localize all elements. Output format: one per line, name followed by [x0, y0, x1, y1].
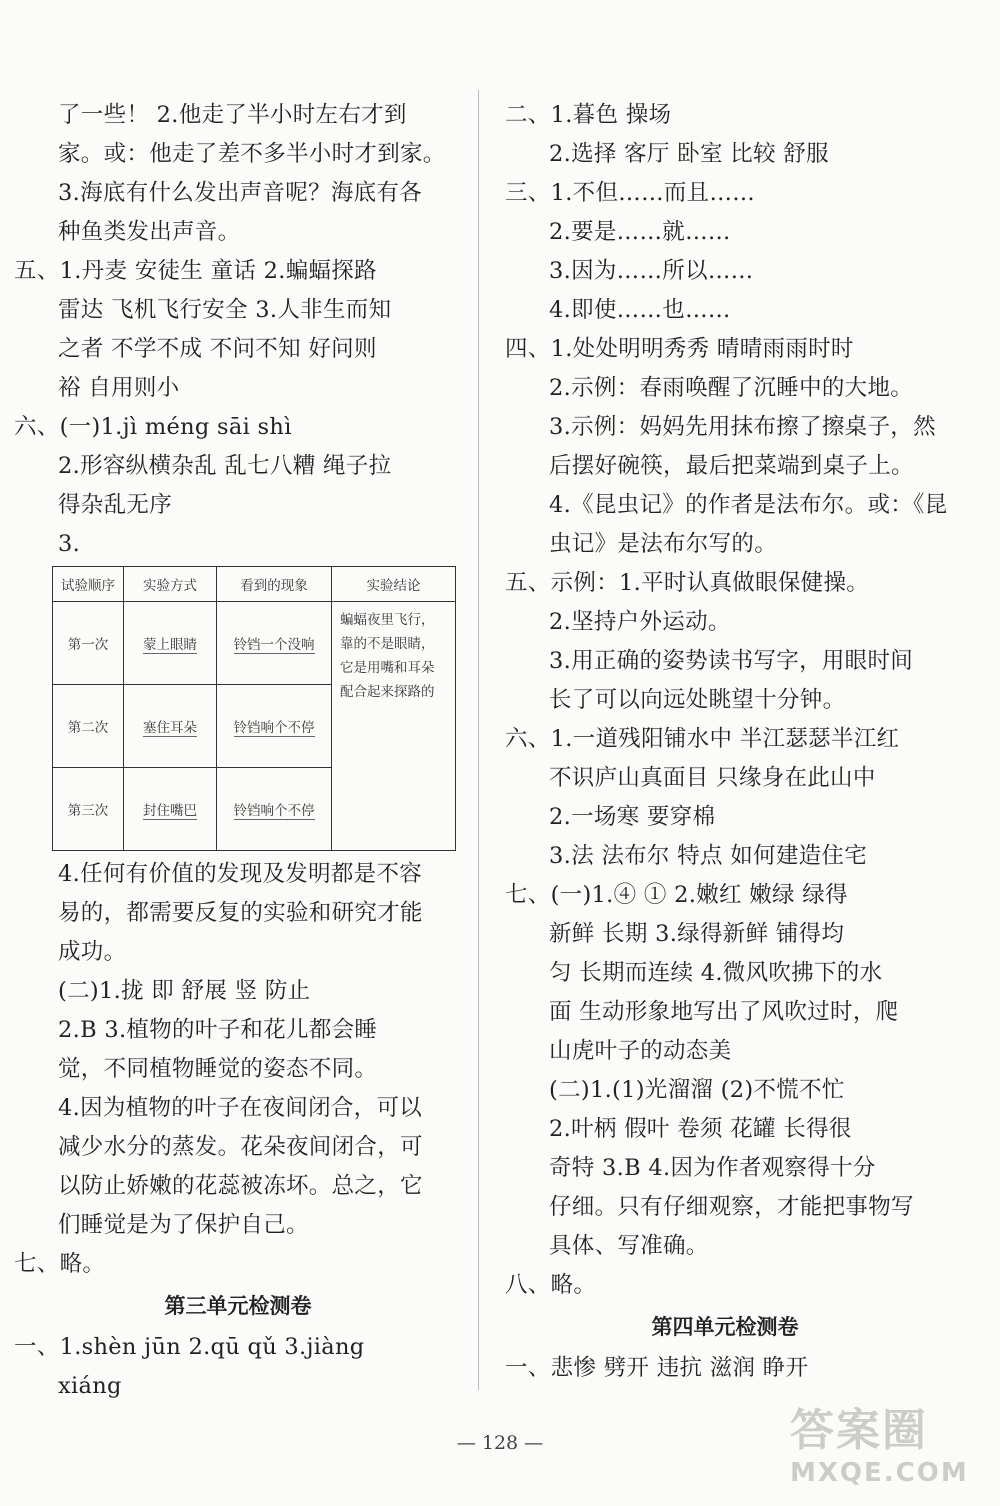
- answer-line: 不识庐山真面目 只缘身在此山中: [549, 765, 876, 791]
- right-column: [505, 96, 948, 1388]
- answer-line: 后摆好碗筷，最后把菜端到桌子上。: [549, 453, 914, 479]
- answer-line: (二)1.拢 即 舒展 竖 防止: [58, 978, 311, 1004]
- answer-line: 之者 不学不成 不问不知 好问则: [58, 336, 377, 362]
- table-cell-text: 铃铛响个不停: [233, 720, 315, 736]
- answer-line: 2.坚持户外运动。: [549, 609, 731, 635]
- answer-line: 3.用正确的姿势读书写字，用眼时间: [549, 648, 914, 674]
- answer-line: xiáng: [58, 1373, 122, 1399]
- table-header: 实验结论: [332, 567, 456, 602]
- answer-line: 3.: [58, 531, 81, 557]
- answer-line: 一、1.shèn jūn 2.qū qǔ 3.jiàng: [14, 1334, 365, 1360]
- left-column: [14, 96, 462, 1406]
- watermark-text: 答案圈: [790, 1405, 928, 1456]
- answer-line: 虫记》是法布尔写的。: [549, 531, 778, 557]
- table-header: 试验顺序: [53, 567, 124, 602]
- table-cell: [217, 768, 332, 851]
- answer-line: 4.《昆虫记》的作者是法布尔。或：《昆: [549, 492, 948, 518]
- answer-line: 八、略。: [505, 1272, 597, 1298]
- section-title-unit4: 第四单元检测卷: [651, 1314, 799, 1339]
- answer-line: 成功。: [58, 939, 127, 965]
- watermark-url: MXQE.COM: [790, 1458, 969, 1488]
- answer-line: 家。或：他走了差不多半小时才到家。: [58, 141, 446, 167]
- answer-line: (二)1.(1)光溜溜 (2)不慌不忙: [549, 1077, 845, 1103]
- answer-line: 五、1.丹麦 安徒生 童话 2.蝙蝠探路: [14, 258, 377, 284]
- answer-line: 2.示例：春雨唤醒了沉睡中的大地。: [549, 375, 914, 401]
- right-answer-block-1: [505, 96, 948, 1305]
- answer-line: 新鲜 长期 3.绿得新鲜 铺得均: [549, 921, 845, 947]
- answer-line: 一、悲惨 劈开 违抗 滋润 睁开: [505, 1355, 809, 1381]
- answer-line: 们睡觉是为了保护自己。: [58, 1212, 309, 1238]
- answer-line: 2.B 3.植物的叶子和花儿都会睡: [58, 1017, 378, 1043]
- answer-line: 2.一场寒 要穿棉: [549, 804, 716, 830]
- table-cell-text: 铃铛响个不停: [233, 803, 315, 819]
- answer-line: 3.示例：妈妈先用抹布擦了擦桌子，然: [549, 414, 936, 440]
- column-divider: [478, 90, 479, 1390]
- answer-line: 六、(一)1.jì méng sāi shì: [14, 414, 292, 440]
- answer-line: 雷达 飞机飞行安全 3.人非生而知: [58, 297, 392, 323]
- answer-line: 减少水分的蒸发。花朵夜间闭合，可: [58, 1134, 423, 1160]
- table-conclusion: 蝙蝠夜里飞行，靠的不是眼睛，它是用嘴和耳朵配合起来探路的: [332, 602, 456, 851]
- left-answer-block-1: [14, 96, 462, 564]
- answer-line: 4.即使……也……: [549, 297, 731, 323]
- table-cell-text: 铃铛一个没响: [233, 637, 315, 653]
- answer-line: 2.选择 客厅 卧室 比较 舒服: [549, 141, 829, 167]
- table-cell: [124, 768, 217, 851]
- table-row: [53, 602, 456, 685]
- answer-line: 觉，不同植物睡觉的姿态不同。: [58, 1056, 378, 1082]
- answer-line: 六、1.一道残阳铺水中 半江瑟瑟半江红: [505, 726, 900, 752]
- table-cell: 第三次: [53, 768, 124, 851]
- left-answer-block-2: [14, 855, 462, 1284]
- table-cell: [217, 602, 332, 685]
- table-cell-text: 蒙上眼睛: [143, 637, 197, 653]
- answer-line: 长了可以向远处眺望十分钟。: [549, 687, 846, 713]
- answer-line: 五、示例：1.平时认真做眼保健操。: [505, 570, 870, 596]
- answer-line: 匀 长期而连续 4.微风吹拂下的水: [549, 960, 883, 986]
- experiment-table-wrap: [52, 566, 462, 851]
- answer-line: 3.海底有什么发出声音呢？海底有各: [58, 180, 423, 206]
- answer-line: 2.叶柄 假叶 卷须 花罐 长得很: [549, 1116, 852, 1142]
- answer-line: 仔细。只有仔细观察，才能把事物写: [549, 1194, 914, 1220]
- answer-line: 山虎叶子的动态美: [549, 1038, 732, 1064]
- answer-line: 七、(一)1.④ ① 2.嫩红 嫩绿 绿得: [505, 882, 848, 908]
- answer-line: 具体、写准确。: [549, 1233, 709, 1259]
- answer-line: 奇特 3.B 4.因为作者观察得十分: [549, 1155, 876, 1181]
- watermark-logo: [790, 1394, 986, 1494]
- answer-line: 3.因为……所以……: [549, 258, 754, 284]
- answer-line: 面 生动形象地写出了风吹过时，爬: [549, 999, 899, 1025]
- page-number: — 128 —: [456, 1432, 544, 1454]
- table-header-row: [53, 567, 456, 602]
- table-cell: [217, 685, 332, 768]
- table-header: 看到的现象: [217, 567, 332, 602]
- table-cell-text: 塞住耳朵: [143, 720, 197, 736]
- table-cell: [124, 602, 217, 685]
- answer-line: 七、略。: [14, 1251, 106, 1277]
- left-answer-block-3: [14, 1328, 462, 1406]
- answer-line: 三、1.不但……而且……: [505, 180, 756, 206]
- answer-line: 4.因为植物的叶子在夜间闭合，可以: [58, 1095, 423, 1121]
- answer-line: 了一些！ 2.他走了半小时左右才到: [58, 102, 407, 128]
- table-cell: 第二次: [53, 685, 124, 768]
- table-cell: [124, 685, 217, 768]
- answer-line: 2.要是……就……: [549, 219, 731, 245]
- answer-line: 得杂乱无序: [58, 492, 173, 518]
- answer-line: 种鱼类发出声音。: [58, 219, 241, 245]
- section-title-unit3: 第三单元检测卷: [164, 1293, 312, 1318]
- answer-line: 3.法 法布尔 特点 如何建造住宅: [549, 843, 868, 869]
- table-header: 实验方式: [124, 567, 217, 602]
- answer-line: 二、1.暮色 操场: [505, 102, 672, 128]
- answer-line: 四、1.处处明明秀秀 晴晴雨雨时时: [505, 336, 854, 362]
- answer-line: 2.形容纵横杂乱 乱七八糟 绳子拉: [58, 453, 392, 479]
- answer-line: 易的，都需要反复的实验和研究才能: [58, 900, 423, 926]
- answer-line: 裕 自用则小: [58, 375, 180, 401]
- answer-line: 4.任何有价值的发现及发明都是不容: [58, 861, 423, 887]
- table-cell-text: 封住嘴巴: [143, 803, 197, 819]
- experiment-table: [52, 566, 456, 851]
- table-cell: 第一次: [53, 602, 124, 685]
- right-answer-block-2: [505, 1349, 945, 1388]
- answer-line: 以防止娇嫩的花蕊被冻坏。总之，它: [58, 1173, 423, 1199]
